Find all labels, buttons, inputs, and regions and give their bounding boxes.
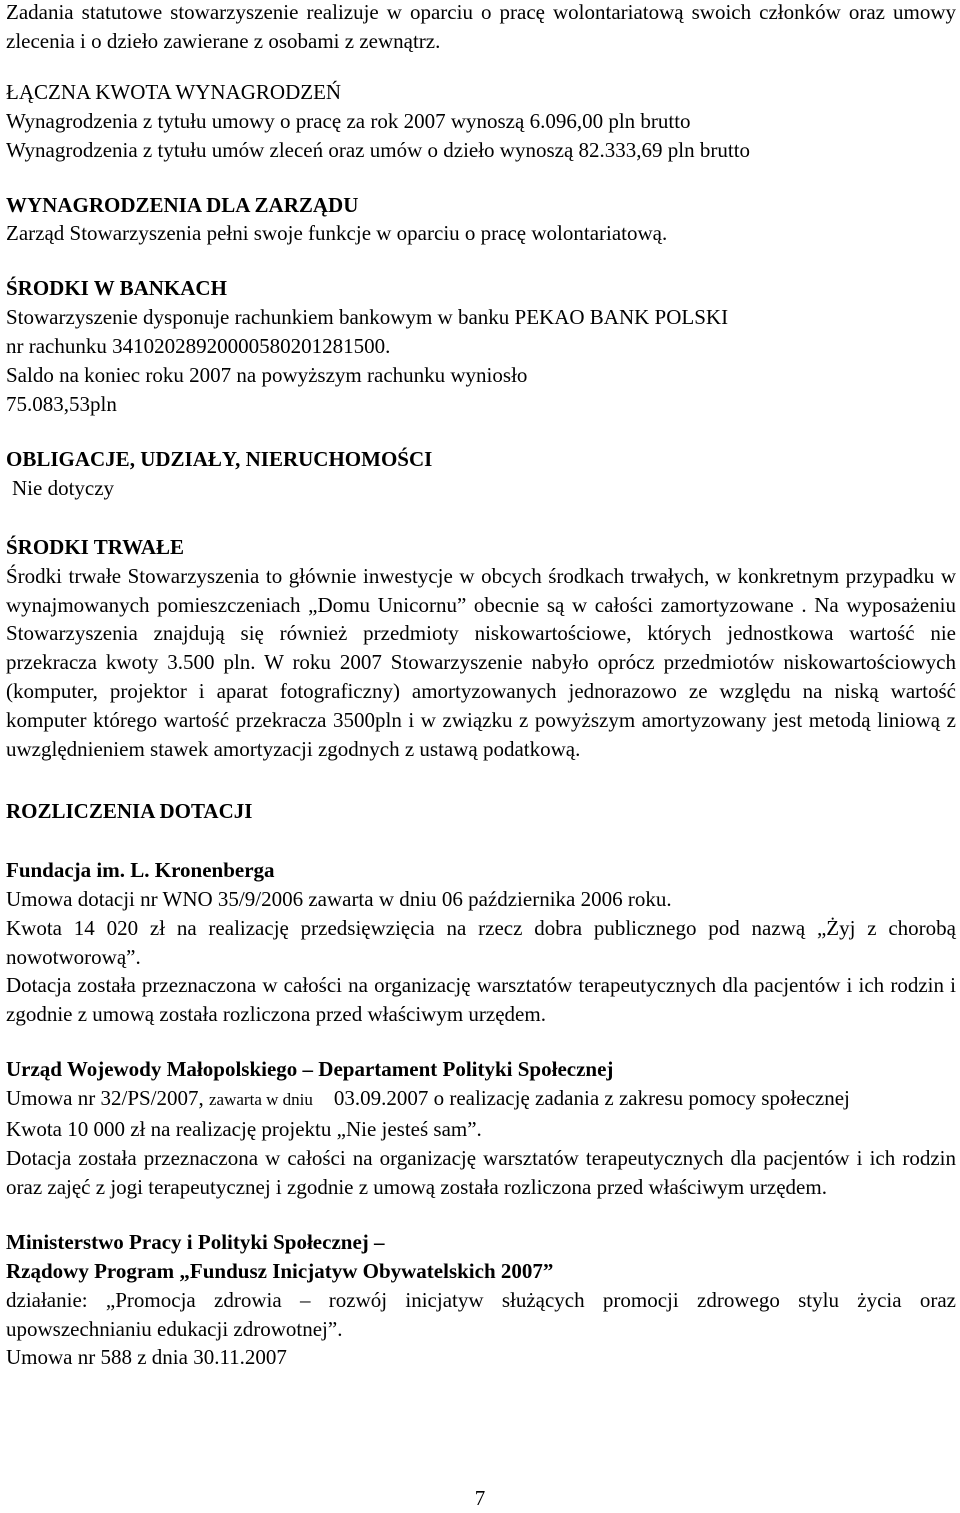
voivode-settlement: Dotacja została przeznaczona w całości na organizację warsztatów terapeutycznych dla pacjentów i ich rodzin oraz zajęć z jogi terapeutycznej i zgodnie z umową została rozliczona przed właściwym urzędem. <box>6 1146 956 1199</box>
banks-section <box>6 274 956 419</box>
voivode-contract-date-label: zawarta w dniu <box>209 1090 313 1110</box>
board-section <box>6 191 956 249</box>
salaries-contracts-line: Wynagrodzenia z tytułu umów zleceń oraz umów o dzieło wynoszą 82.333,69 pln brutto <box>6 137 751 162</box>
salaries-heading: ŁĄCZNA KWOTA WYNAGRODZEŃ <box>6 79 342 104</box>
bonds-heading: OBLIGACJE, UDZIAŁY, NIERUCHOMOŚCI <box>6 446 433 471</box>
intro-paragraph: Zadania statutowe stowarzyszenie realizuje w oparciu o pracę wolontariatową swoich członków oraz umowy zlecenia i o dzieło zawierane z osobami z zewnątrz. <box>6 0 956 53</box>
kronenberg-settlement: Dotacja została przeznaczona w całości na organizację warsztatów terapeutycznych dla pacjentów i ich rodzin i zgodnie z umową została rozliczona przed właściwym urzędem. <box>6 973 956 1027</box>
voivode-contract-date: 03.09.2007 o realizację zadania z zakresu pomocy społecznej <box>333 1086 850 1111</box>
voivode-contract-number: Umowa nr 32/PS/2007, <box>6 1086 210 1111</box>
grant-kronenberg <box>6 856 956 1029</box>
kronenberg-amount: Kwota 14 020 zł na realizację przedsięwzięcia na rzecz dobra publicznego pod nazwą „Żyj z chorobą nowotworową”. <box>6 915 956 969</box>
voivode-amount: Kwota 10 000 zł na realizację projektu „Nie jesteś sam”. <box>6 1117 482 1142</box>
ministry-heading: Ministerstwo Pracy i Polityki Społecznej – <box>6 1229 385 1254</box>
bonds-section <box>6 445 956 503</box>
board-text: Zarząd Stowarzyszenia pełni swoje funkcje w oparciu o pracę wolontariatową. <box>6 221 668 246</box>
voivode-heading: Urząd Wojewody Małopolskiego – Departament Polityki Społecznej <box>6 1057 614 1082</box>
bonds-text: Nie dotyczy <box>12 475 115 500</box>
ministry-contract: Umowa nr 588 z dnia 30.11.2007 <box>6 1345 287 1370</box>
salaries-section <box>6 78 956 165</box>
voivode-contract <box>6 1084 956 1115</box>
fixed-assets-heading: ŚRODKI TRWAŁE <box>6 534 185 559</box>
banks-account-line: Stowarzyszenie dysponuje rachunkiem bankowym w banku PEKAO BANK POLSKI <box>6 305 729 330</box>
grants-heading: ROZLICZENIA DOTACJI <box>6 798 253 823</box>
banks-heading: ŚRODKI W BANKACH <box>6 276 227 301</box>
fixed-assets-section <box>6 533 956 764</box>
kronenberg-heading: Fundacja im. L. Kronenberga <box>6 857 275 882</box>
grant-voivode <box>6 1055 956 1202</box>
grant-ministry <box>6 1228 956 1373</box>
banks-balance-value: 75.083,53pln <box>6 391 117 416</box>
grants-section <box>6 797 956 1372</box>
ministry-program: Rządowy Program „Fundusz Inicjatyw Obywatelskich 2007” <box>6 1258 554 1283</box>
page-number: 7 <box>474 1486 486 1510</box>
board-heading: WYNAGRODZENIA DLA ZARZĄDU <box>6 192 359 217</box>
fixed-assets-text: Środki trwałe Stowarzyszenia to głównie inwestycje w obcych środkach trwałych, w konkretnym przypadku w wynajmowanych pomieszczeniach „Domu Unicornu” obecnie są w całości zamortyzowane . Na wyposażeniu Stowarzyszenia znajdują się również przedmioty niskowartościowe, których jednostkowa wartość nie przekracza kwoty 3.500 pln. W roku 2007 Stowarzyszenie nabyło oprócz przedmiotów niskowartościowych (komputer, projektor i aparat fotograficzny) amortyzowanych jednorazowo ze względu na niską wartość komputer którego wartość przekracza 3500pln i w związku z powyższym amortyzowany jest metodą liniową z uwzględnieniem stawek amortyzacji zgodnych z ustawą podatkową. <box>6 563 956 762</box>
salaries-employment-line: Wynagrodzenia z tytułu umowy o pracę za rok 2007 wynoszą 6.096,00 pln brutto <box>6 108 691 133</box>
kronenberg-contract: Umowa dotacji nr WNO 35/9/2006 zawarta w dniu 06 października 2006 roku. <box>6 886 672 911</box>
banks-balance-line: Saldo na koniec roku 2007 na powyższym rachunku wyniosło <box>6 363 528 388</box>
ministry-action: działanie: „Promocja zdrowia – rozwój inicjatyw służących promocji zdrowego stylu życia oraz upowszechnianiu edukacji zdrowotnej”. <box>6 1287 956 1341</box>
document-page <box>6 0 956 1372</box>
banks-account-number: nr rachunku 34102028920000580201281500. <box>6 334 391 359</box>
